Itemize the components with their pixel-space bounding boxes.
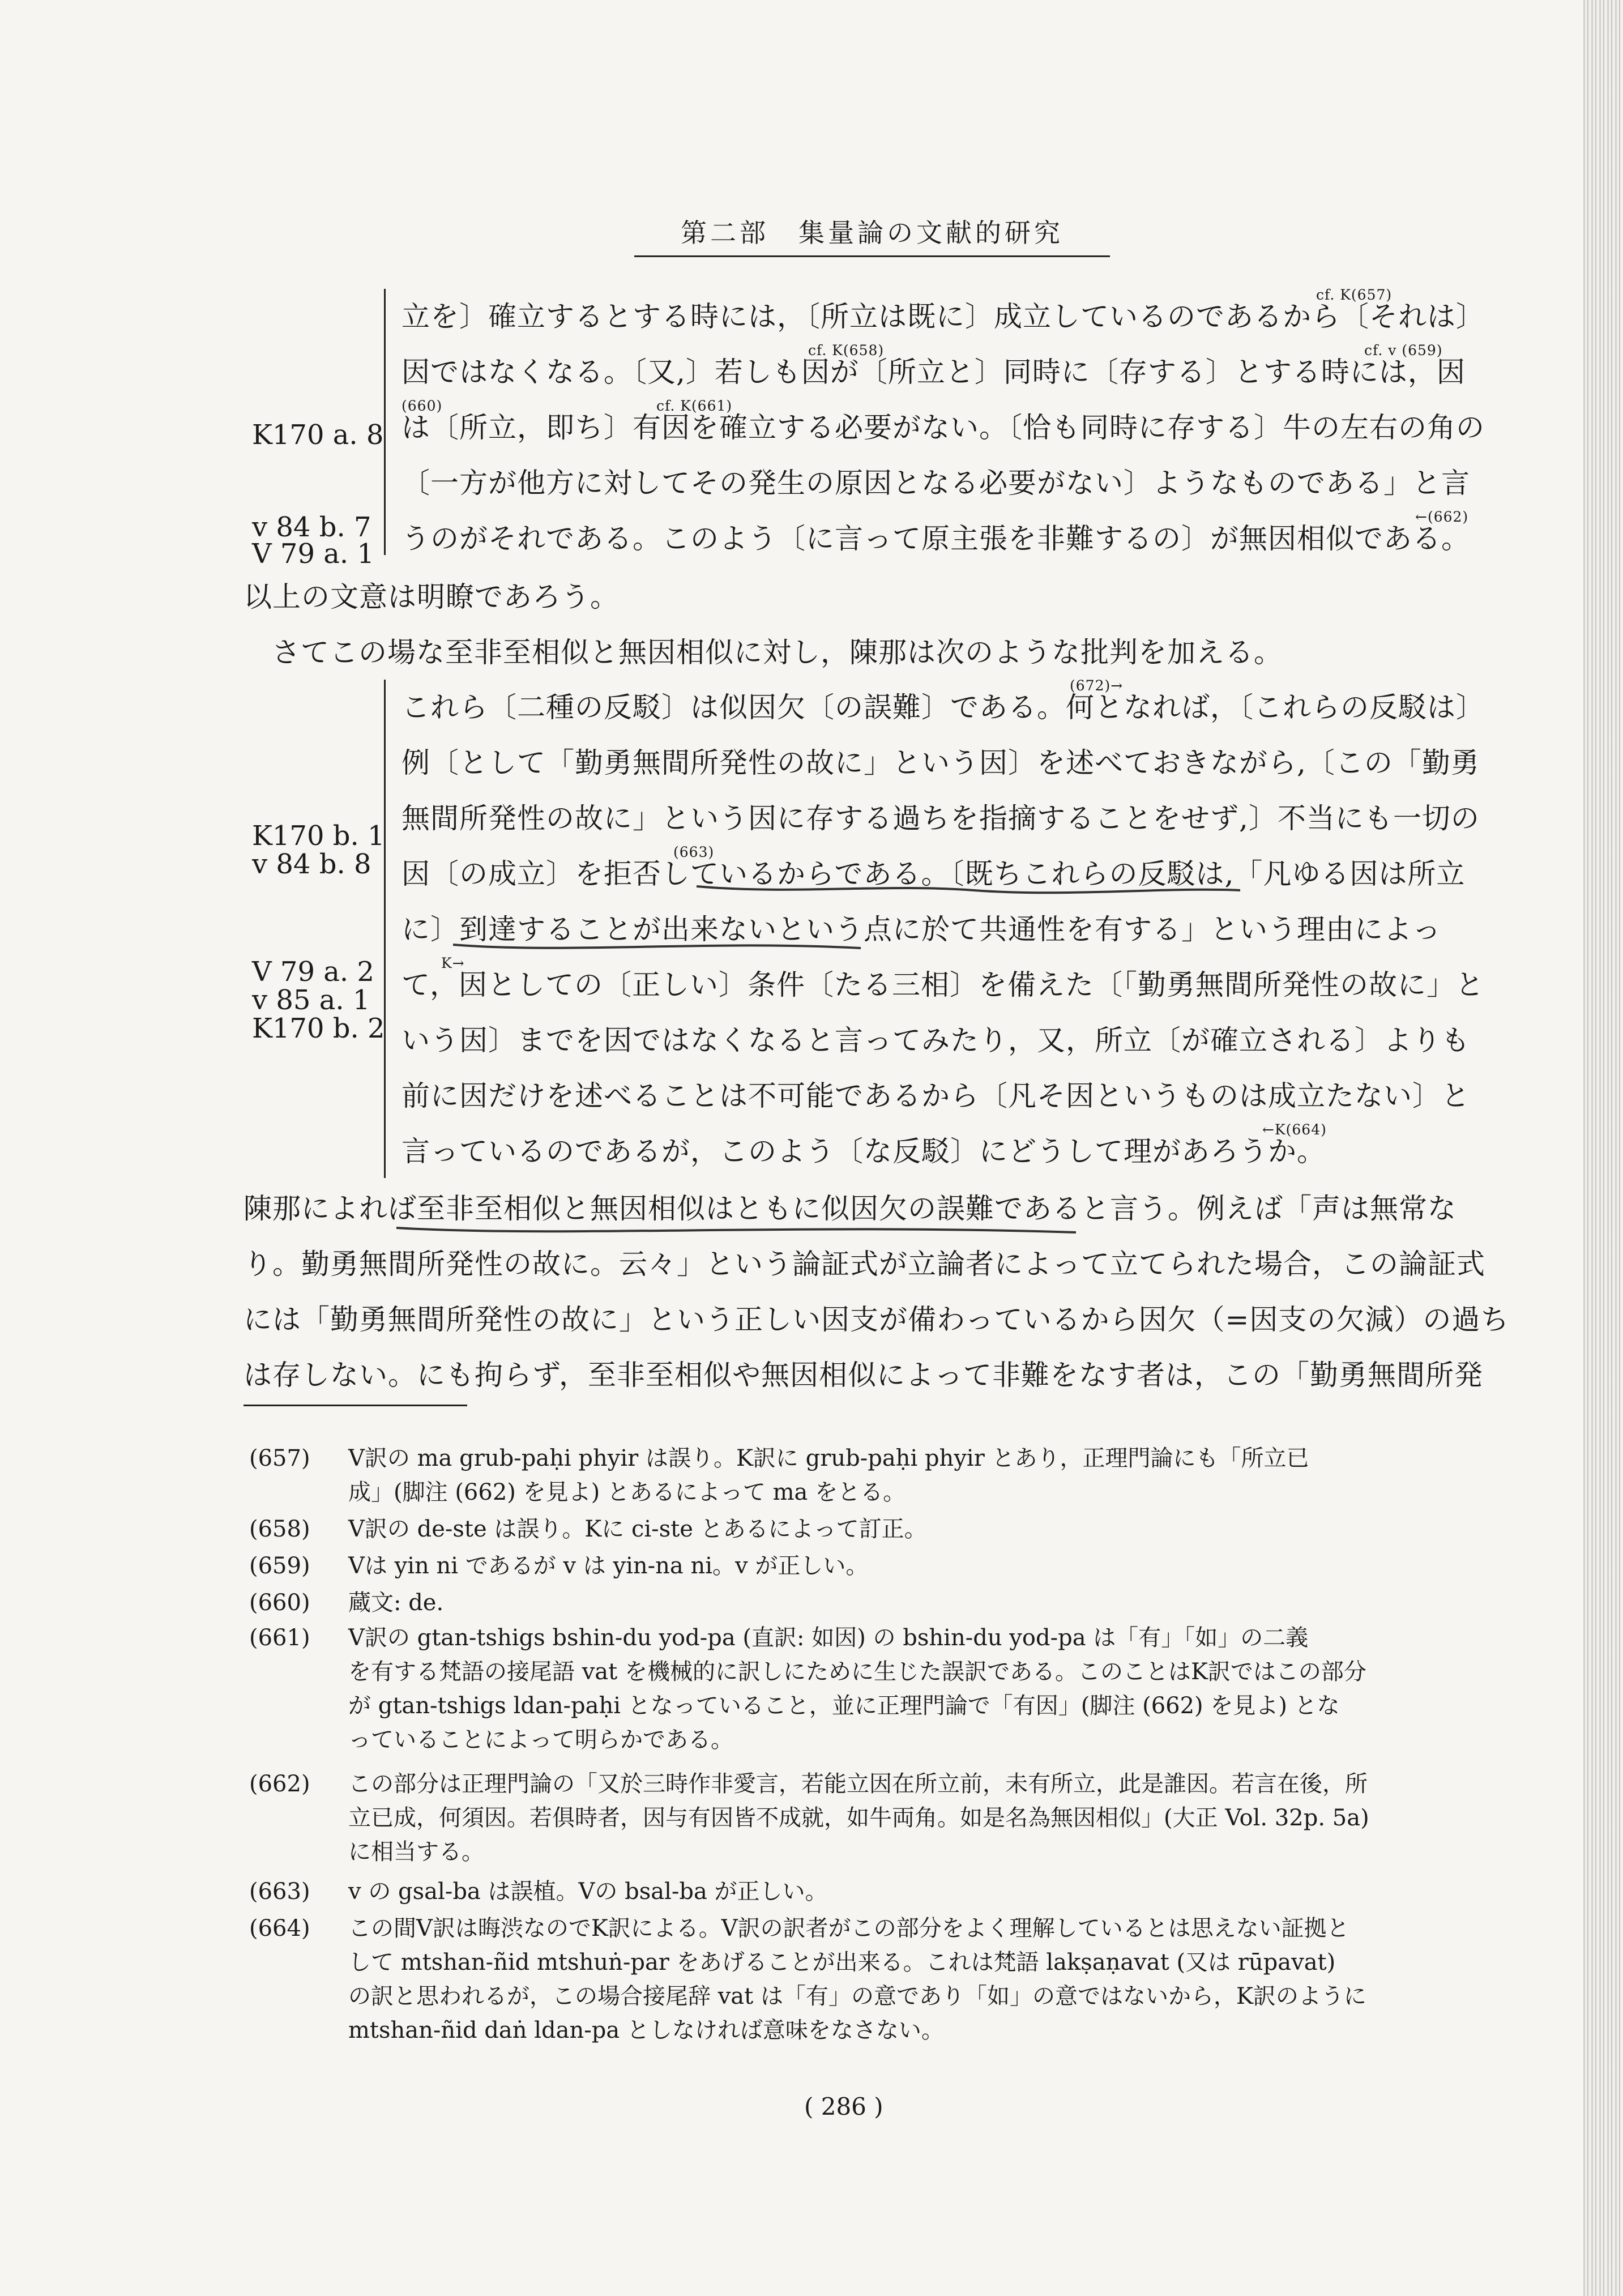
block1-line-5: うのがそれである。このよう〔に言って原主張を非難するの〕が無因相似である。 ←(662) <box>402 509 1470 555</box>
sup-cf-k661: cf. K(661) <box>656 398 733 414</box>
block2-line-2: 例〔として「勤勇無間所発性の故に」という因〕を述べておきながら,〔この「勤勇 <box>402 746 1480 779</box>
sup-k664: ←K(664) <box>1262 1121 1327 1138</box>
paragraph-line: には「勤勇無間所発性の故に」という正しい因支が備わっているから因欠（=因支の欠減）の過ち <box>244 1303 1510 1336</box>
margin-ref: V 79 a. 1 <box>252 538 374 570</box>
margin-ref: v 85 a. 1 <box>252 984 370 1016</box>
margin-ref: v 84 b. 8 <box>252 848 371 880</box>
margin-ref: v 84 b. 7 <box>252 511 371 543</box>
block2-line-5: に〕到達することが出来ないという点に於て共通性を有する」という理由によっ <box>402 913 1441 946</box>
paragraph-line: り。勤勇無間所発性の故に。云々」という論証式が立論者によって立てられた場合，この論証式 <box>244 1248 1485 1281</box>
block2-line-8: 前に因だけを述べることは不可能であるから〔凡そ因というものは成立たない〕と <box>402 1079 1470 1112</box>
sup-662: ←(662) <box>1415 509 1469 525</box>
margin-ref: K170 a. 8 <box>252 419 384 451</box>
sup-660: (660) <box>402 398 443 414</box>
block2-line-3: 無間所発性の故に」という因に存する過ちを指摘することをせず,〕不当にも一切の <box>402 802 1480 835</box>
page-number: ( 286 ) <box>804 2093 883 2120</box>
paragraph: 以上の文意は明瞭であろう。 <box>244 581 619 613</box>
block1-line-1: 立を〕確立するとする時には，〔所立は既に〕成立しているのであるから〔それは〕 cf. K(657) <box>402 287 1485 333</box>
block2-line-4: 因〔の成立〕を拒否しているからである。〔既ちこれらの反駁は,「凡ゆる因は所立 (663) <box>402 844 1466 890</box>
margin-ref: K170 b. 1 <box>252 820 385 852</box>
block1-line-2: 因ではなくなる。〔又,〕若しも因が〔所立と〕同時に〔存する〕とする時には，因 cf. K(658) cf. v (659) <box>402 342 1466 389</box>
running-header: 第二部 集量論の文献的研究 <box>634 212 1110 257</box>
sup-cf-k658: cf. K(658) <box>808 342 885 359</box>
sup-cf-v659: cf. v (659) <box>1364 342 1443 359</box>
sup-663: (663) <box>673 844 715 860</box>
margin-ref: V 79 a. 2 <box>252 956 374 988</box>
margin-ref: K170 b. 2 <box>252 1013 385 1044</box>
paragraph-line: 陳那によれば至非至相似と無因相似はともに似因欠の誤難であると言う。例えば「声は無常な <box>244 1192 1457 1225</box>
block2-line-7: いう因〕までを因ではなくなると言ってみたり，又，所立〔が確立される〕よりも <box>402 1024 1470 1057</box>
sup-cf-k657: cf. K(657) <box>1316 287 1393 303</box>
paragraph-line: は存しない。にも拘らず，至非至相似や無因相似によって非難をなす者は，この「勤勇無間所発 <box>244 1359 1483 1392</box>
sup-672: (672)→ <box>1070 677 1124 694</box>
block1-line-3: は〔所立，即ち〕有因を確立する必要がない。〔恰も同時に存する〕牛の左右の角の (660) cf. K(661) <box>402 398 1485 444</box>
paragraph: さてこの場な至非至相似と無因相似に対し，陳那は次のような批判を加える。 <box>272 636 1283 669</box>
sup-k-arrow: K→ <box>441 955 465 971</box>
footnote-rule <box>244 1405 467 1406</box>
block2-line-1: これら〔二種の反駁〕は似因欠〔の誤難〕である。何となれば，〔これらの反駁は〕 (672)→ <box>402 677 1485 724</box>
block2-line-9: 言っているのであるが，このよう〔な反駁〕にどうして理があろうか。 ←K(664) <box>402 1121 1327 1168</box>
block1-line-4: 〔一方が他方に対してその発生の原因となる必要がない〕ようなものである」と言 <box>402 467 1470 500</box>
block2-line-6: て，因としての〔正しい〕条件〔たる三相〕を備えた〔「勤勇無間所発性の故に」と K→ <box>402 955 1484 1001</box>
